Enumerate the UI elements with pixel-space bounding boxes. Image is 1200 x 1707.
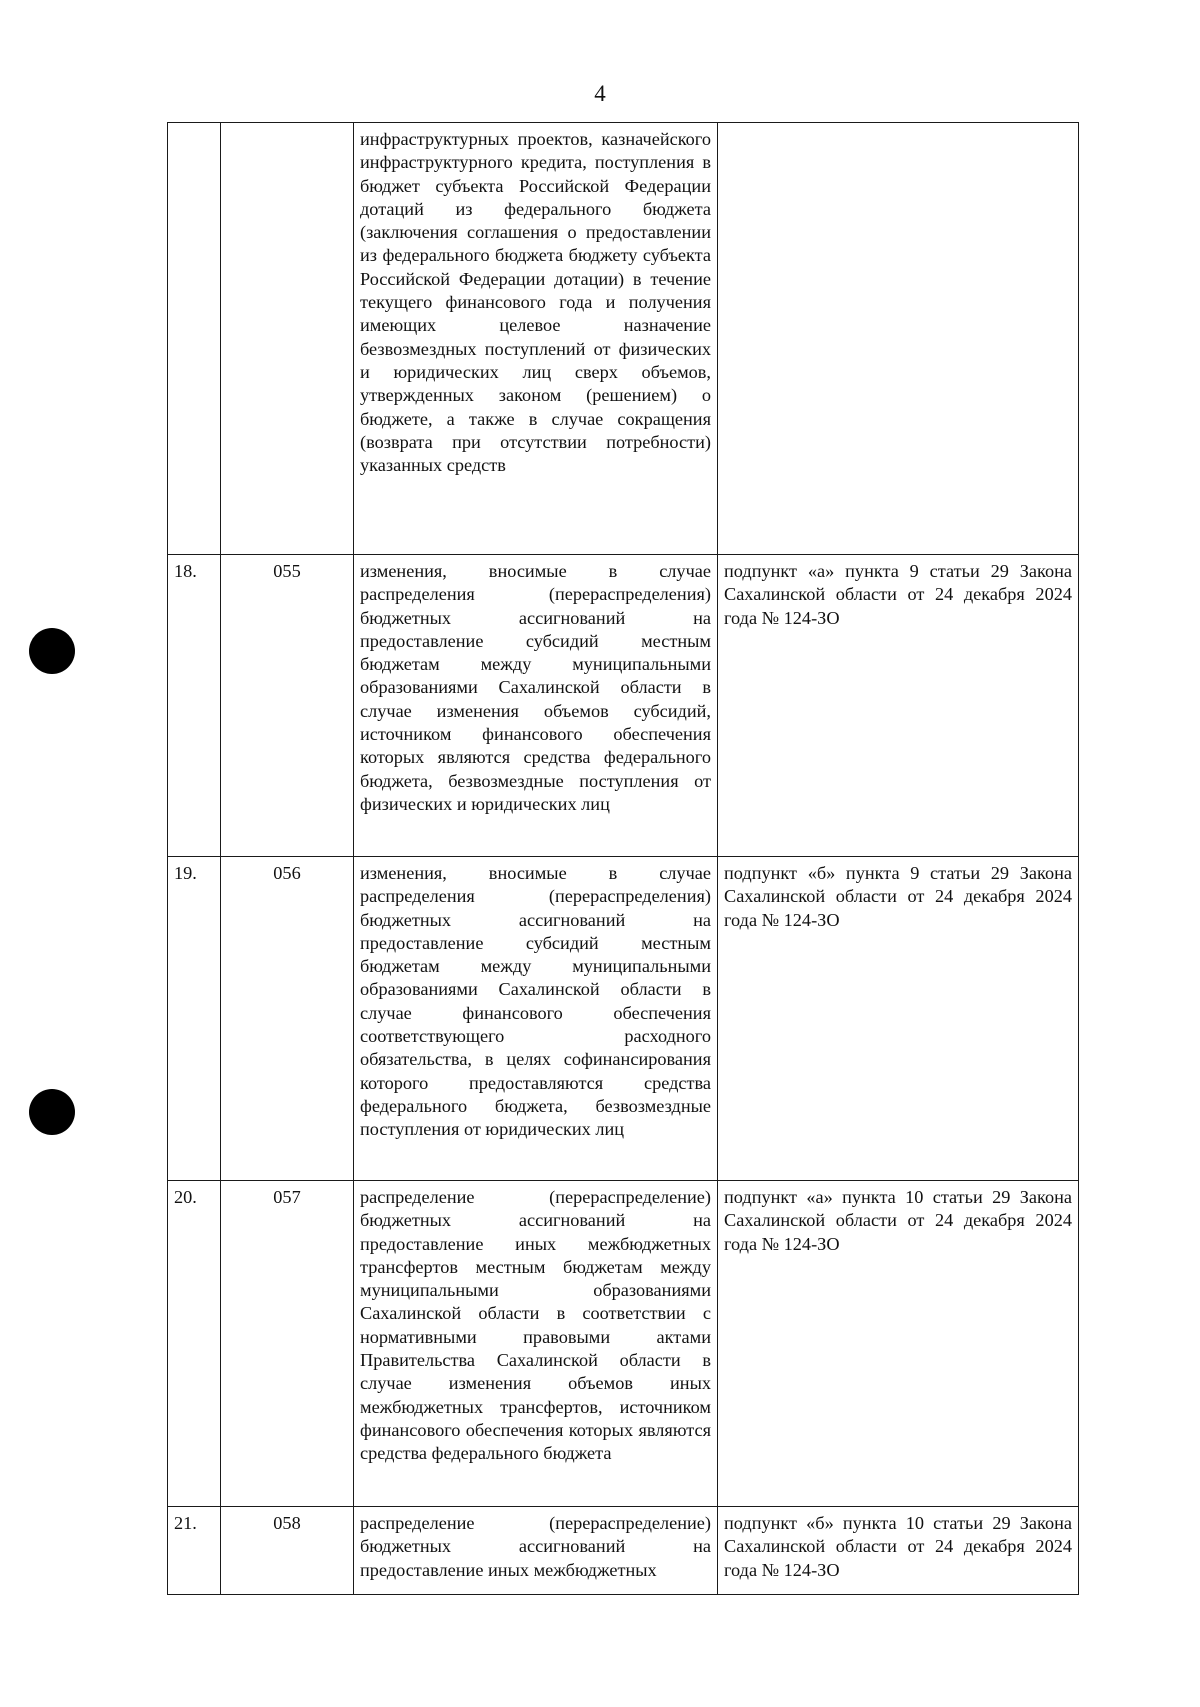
- row-code-cell: 056: [221, 857, 354, 1181]
- row-description-cell: изменения, вносимые в случае распределения (перераспределения) бюджетных ассигнований на предоставление субсидий местным бюджетам между муниципальными образованиями Сахалинской области в случае изменения объемов субсидий, источником финансового обеспечения которых являются средства федерального бюджета, безвозмездные поступления от физических и юридических лиц: [354, 555, 718, 857]
- document-table: [167, 122, 1079, 1595]
- row-description-cell: распределение (перераспределение) бюджетных ассигнований на предоставление иных межбюджетных: [354, 1507, 718, 1595]
- table-row: [168, 123, 1079, 555]
- punch-hole-bottom: [29, 1089, 75, 1135]
- row-number-cell: 19.: [168, 857, 221, 1181]
- row-number-cell: [168, 123, 221, 555]
- row-code-cell: 057: [221, 1181, 354, 1507]
- table-row: [168, 1507, 1079, 1595]
- row-legal-basis-cell: подпункт «б» пункта 9 статьи 29 Закона Сахалинской области от 24 декабря 2024 года № 124-ЗО: [718, 857, 1079, 1181]
- row-number-cell: 18.: [168, 555, 221, 857]
- row-description-cell: распределение (перераспределение) бюджетных ассигнований на предоставление иных межбюджетных трансфертов местным бюджетам между муниципальными образованиями Сахалинской области в соответствии с нормативными правовыми актами Правительства Сахалинской области в случае изменения объемов иных межбюджетных трансфертов, источником финансового обеспечения которых являются средства федерального бюджета: [354, 1181, 718, 1507]
- row-number-cell: 20.: [168, 1181, 221, 1507]
- row-legal-basis-cell: подпункт «б» пункта 10 статьи 29 Закона Сахалинской области от 24 декабря 2024 года № 124-ЗО: [718, 1507, 1079, 1595]
- row-legal-basis-cell: [718, 123, 1079, 555]
- page-number: 4: [594, 81, 606, 106]
- row-legal-basis-cell: подпункт «а» пункта 9 статьи 29 Закона Сахалинской области от 24 декабря 2024 года № 124-ЗО: [718, 555, 1079, 857]
- row-code-cell: 058: [221, 1507, 354, 1595]
- table-row: [168, 555, 1079, 857]
- row-description-cell: инфраструктурных проектов, казначейского инфраструктурного кредита, поступления в бюджет субъекта Российской Федерации дотаций из федерального бюджета (заключения соглашения о предоставлении из федерального бюджета бюджету субъекта Российской Федерации дотации) в течение текущего финансового года и получения имеющих целевое назначение безвозмездных поступлений от физических и юридических лиц сверх объемов, утвержденных законом (решением) о бюджете, а также в случае сокращения (возврата при отсутствии потребности) указанных средств: [354, 123, 718, 555]
- table-row: [168, 857, 1079, 1181]
- punch-hole-top: [29, 628, 75, 674]
- table-row: [168, 1181, 1079, 1507]
- row-description-cell: изменения, вносимые в случае распределения (перераспределения) бюджетных ассигнований на предоставление субсидий местным бюджетам между муниципальными образованиями Сахалинской области в случае финансового обеспечения соответствующего расходного обязательства, в целях софинансирования которого предоставляются средства федерального бюджета, безвозмездные поступления от юридических лиц: [354, 857, 718, 1181]
- row-legal-basis-cell: подпункт «а» пункта 10 статьи 29 Закона Сахалинской области от 24 декабря 2024 года № 124-ЗО: [718, 1181, 1079, 1507]
- row-number-cell: 21.: [168, 1507, 221, 1595]
- row-code-cell: 055: [221, 555, 354, 857]
- row-code-cell: [221, 123, 354, 555]
